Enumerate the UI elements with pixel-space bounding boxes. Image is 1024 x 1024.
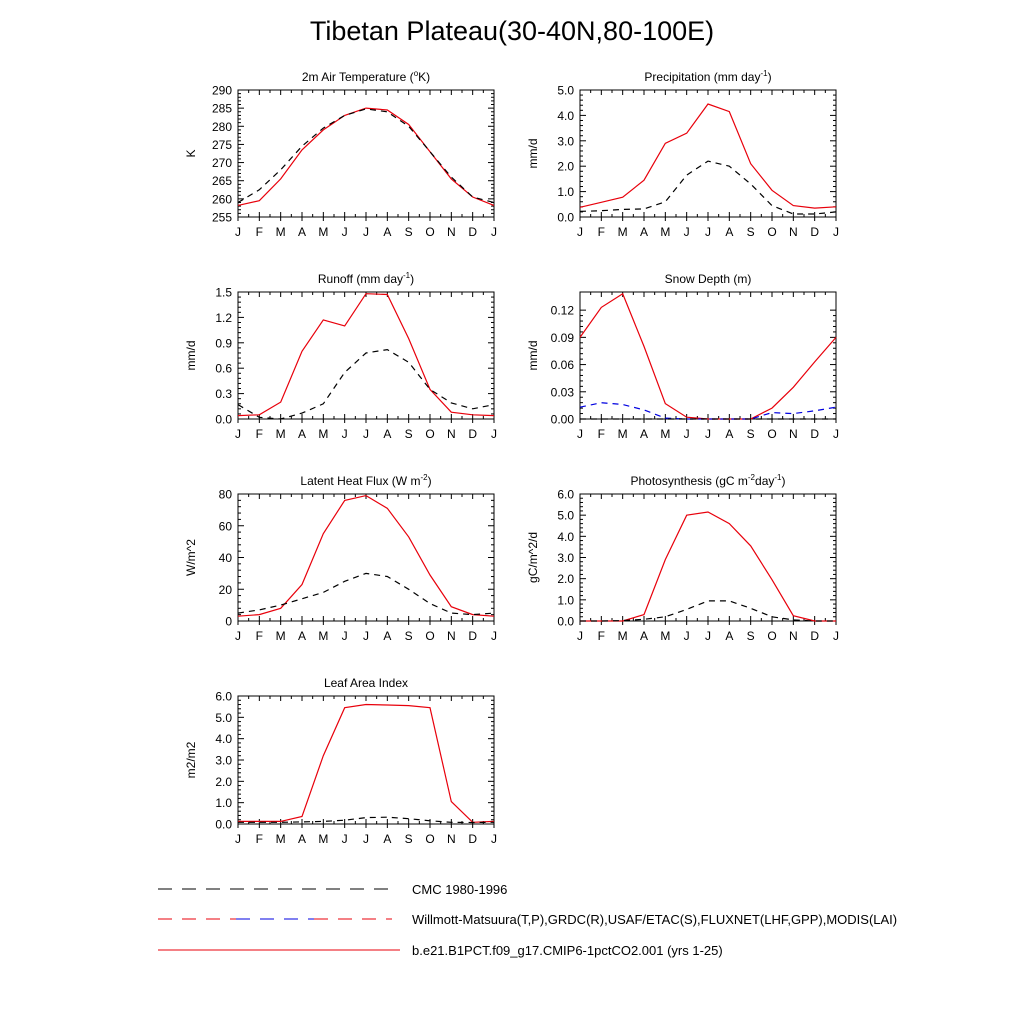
y-tick-label: 5.0 bbox=[215, 710, 232, 725]
y-axis-label: mm/d bbox=[526, 138, 540, 169]
y-tick-label: 2.0 bbox=[557, 159, 574, 174]
plot-frame bbox=[238, 494, 494, 621]
plot-frame bbox=[238, 90, 494, 217]
y-axis-label: m2/m2 bbox=[184, 741, 198, 779]
y-tick-label: 4.0 bbox=[557, 529, 574, 544]
x-tick-label: J bbox=[341, 629, 348, 643]
panel-title bbox=[644, 69, 771, 84]
x-tick-label: N bbox=[788, 225, 798, 239]
x-tick-label: D bbox=[468, 225, 478, 239]
x-tick-label: S bbox=[404, 832, 413, 846]
plot-frame bbox=[580, 494, 836, 621]
x-tick-label: M bbox=[275, 629, 286, 643]
x-tick-label: F bbox=[597, 629, 606, 643]
x-tick-label: N bbox=[446, 427, 456, 441]
panel-title bbox=[302, 69, 430, 84]
y-tick-label: 2.0 bbox=[215, 774, 232, 789]
y-axis-label: K bbox=[184, 149, 198, 158]
legend-label-obs: Willmott-Matsuura(T,P),GRDC(R),USAF/ETAC(S),FLUXNET(LHF,GPP),MODIS(LAI) bbox=[412, 912, 898, 927]
y-axis-label: W/m^2 bbox=[184, 539, 198, 576]
x-tick-label: A bbox=[639, 629, 649, 643]
legend-lines bbox=[158, 889, 400, 950]
x-tick-label: A bbox=[725, 427, 734, 441]
x-tick-label: S bbox=[404, 629, 413, 643]
x-tick-label: D bbox=[810, 427, 820, 441]
x-tick-label: S bbox=[404, 427, 413, 441]
x-tick-label: N bbox=[446, 225, 456, 239]
y-axis-label: mm/d bbox=[184, 340, 198, 371]
x-tick-label: D bbox=[468, 427, 478, 441]
y-tick-label: 0.03 bbox=[550, 385, 574, 400]
x-tick-label: M bbox=[275, 225, 286, 239]
x-tick-label: O bbox=[767, 629, 777, 643]
x-tick-label: A bbox=[297, 629, 307, 643]
series-line-model bbox=[238, 496, 494, 617]
y-tick-label: 0.9 bbox=[215, 336, 232, 351]
x-tick-label: S bbox=[746, 629, 755, 643]
x-tick-label: A bbox=[639, 427, 649, 441]
title-segment: ) bbox=[781, 474, 786, 488]
series-line-model bbox=[580, 294, 836, 419]
title-segment: ) bbox=[410, 272, 415, 286]
x-tick-label: O bbox=[767, 225, 777, 239]
title-superscript: -1 bbox=[760, 69, 768, 78]
legend-label-model: b.e21.B1PCT.f09_g17.CMIP6-1pctCO2.001 (yrs 1-25) bbox=[412, 943, 723, 958]
x-tick-label: F bbox=[255, 832, 264, 846]
x-tick-label: J bbox=[683, 629, 690, 643]
x-tick-label: J bbox=[491, 225, 497, 239]
x-tick-label: F bbox=[255, 629, 264, 643]
y-tick-label: 1.2 bbox=[215, 310, 232, 325]
x-tick-label: J bbox=[577, 427, 583, 441]
x-tick-label: F bbox=[255, 427, 264, 441]
panel-title bbox=[324, 676, 408, 690]
panel-title bbox=[318, 271, 414, 286]
y-tick-label: 3.0 bbox=[557, 551, 574, 565]
x-tick-label: O bbox=[425, 832, 435, 846]
y-tick-label: 3.0 bbox=[557, 134, 574, 149]
y-tick-label: 40 bbox=[218, 551, 232, 565]
x-tick-label: A bbox=[383, 225, 392, 239]
panel-6 bbox=[184, 676, 497, 846]
y-tick-label: 5.0 bbox=[557, 83, 574, 98]
x-tick-label: M bbox=[617, 629, 628, 643]
y-tick-label: 2.0 bbox=[557, 572, 574, 587]
x-tick-label: J bbox=[491, 629, 497, 643]
y-tick-label: 260 bbox=[211, 192, 232, 207]
y-tick-label: 280 bbox=[211, 119, 232, 134]
legend-label-cmc: CMC 1980-1996 bbox=[412, 882, 508, 897]
y-tick-label: 5.0 bbox=[557, 508, 574, 523]
panel-title bbox=[300, 473, 431, 488]
plot-frame bbox=[580, 292, 836, 419]
y-tick-label: 3.0 bbox=[215, 753, 232, 768]
y-tick-label: 0.0 bbox=[557, 614, 574, 629]
x-tick-label: D bbox=[468, 832, 478, 846]
x-tick-label: J bbox=[235, 629, 241, 643]
x-tick-label: A bbox=[725, 629, 734, 643]
y-tick-label: 0.6 bbox=[215, 361, 232, 376]
y-tick-label: 275 bbox=[211, 137, 232, 152]
panel-title bbox=[665, 272, 752, 286]
series-line-cmc bbox=[238, 109, 494, 203]
x-tick-label: A bbox=[297, 832, 307, 846]
x-tick-label: A bbox=[639, 225, 649, 239]
title-segment: ) bbox=[767, 70, 772, 84]
x-tick-label: J bbox=[341, 225, 348, 239]
x-tick-label: F bbox=[255, 225, 264, 239]
x-tick-label: M bbox=[660, 427, 671, 441]
y-tick-label: 0.06 bbox=[550, 358, 574, 373]
y-tick-label: 1.0 bbox=[215, 796, 232, 811]
title-segment: Snow Depth (m) bbox=[664, 272, 752, 286]
x-tick-label: M bbox=[617, 225, 628, 239]
y-tick-label: 0.0 bbox=[557, 210, 574, 225]
x-tick-label: M bbox=[318, 427, 329, 441]
x-tick-label: J bbox=[833, 225, 839, 239]
y-tick-label: 0.12 bbox=[550, 303, 574, 318]
x-tick-label: J bbox=[577, 225, 583, 239]
y-tick-label: 60 bbox=[218, 519, 232, 534]
panel-1 bbox=[526, 69, 839, 239]
x-tick-label: J bbox=[683, 225, 690, 239]
x-tick-label: J bbox=[341, 427, 348, 441]
y-tick-label: 20 bbox=[218, 582, 232, 597]
plot-frame bbox=[238, 696, 494, 824]
title-segment: 2m Air Temperature ( bbox=[301, 70, 414, 84]
x-tick-label: S bbox=[746, 427, 755, 441]
x-tick-label: J bbox=[705, 427, 711, 441]
series-line-model bbox=[238, 294, 494, 416]
y-axis-label: gC/m^2/d bbox=[526, 532, 540, 583]
title-segment: Photosynthesis (gC m bbox=[630, 474, 748, 488]
y-tick-label: 1.0 bbox=[557, 593, 574, 608]
y-tick-label: 0.09 bbox=[550, 330, 574, 345]
y-tick-label: 6.0 bbox=[557, 487, 574, 502]
x-tick-label: J bbox=[577, 629, 583, 643]
y-tick-label: 1.0 bbox=[557, 185, 574, 200]
panel-3 bbox=[526, 272, 839, 441]
x-tick-label: M bbox=[275, 427, 286, 441]
title-superscript: o bbox=[413, 69, 419, 78]
x-tick-label: J bbox=[491, 427, 497, 441]
x-tick-label: A bbox=[383, 427, 392, 441]
x-tick-label: M bbox=[318, 629, 329, 643]
figure-title: Tibetan Plateau(30-40N,80-100E) bbox=[309, 16, 715, 46]
x-tick-label: A bbox=[297, 225, 307, 239]
plot-frame bbox=[238, 292, 494, 419]
x-tick-label: M bbox=[660, 629, 671, 643]
panel-2 bbox=[184, 271, 497, 441]
y-tick-label: 290 bbox=[211, 83, 232, 98]
x-tick-label: J bbox=[363, 225, 369, 239]
series-line-model bbox=[238, 108, 494, 205]
x-tick-label: J bbox=[833, 629, 839, 643]
x-tick-label: O bbox=[425, 427, 435, 441]
y-tick-label: 270 bbox=[211, 156, 232, 171]
x-tick-label: M bbox=[617, 427, 628, 441]
panel-4 bbox=[184, 473, 497, 643]
title-segment: Leaf Area Index bbox=[323, 676, 409, 690]
y-tick-label: 1.5 bbox=[215, 285, 232, 300]
x-tick-label: A bbox=[725, 225, 734, 239]
x-tick-label: M bbox=[318, 832, 329, 846]
panel-5 bbox=[526, 473, 839, 643]
series-line-model bbox=[580, 104, 836, 208]
y-tick-label: 4.0 bbox=[215, 732, 232, 747]
series-line-model bbox=[580, 512, 836, 621]
x-tick-label: J bbox=[235, 225, 241, 239]
x-tick-label: D bbox=[468, 629, 478, 643]
x-tick-label: A bbox=[383, 629, 392, 643]
x-tick-label: J bbox=[683, 427, 690, 441]
x-tick-label: O bbox=[767, 427, 777, 441]
x-tick-label: N bbox=[788, 427, 798, 441]
title-segment: Precipitation (mm day bbox=[644, 70, 761, 84]
y-tick-label: 4.0 bbox=[557, 108, 574, 123]
title-superscript: -2 bbox=[747, 473, 756, 482]
panel-title bbox=[631, 473, 786, 488]
x-tick-label: F bbox=[597, 225, 606, 239]
x-tick-label: N bbox=[446, 629, 456, 643]
x-tick-label: J bbox=[363, 427, 369, 441]
x-tick-label: J bbox=[705, 225, 711, 239]
title-segment: Latent Heat Flux (W m bbox=[300, 474, 421, 488]
x-tick-label: O bbox=[425, 225, 435, 239]
y-tick-label: 0.00 bbox=[550, 412, 574, 427]
y-tick-label: 0.3 bbox=[215, 387, 232, 402]
x-tick-label: J bbox=[341, 832, 348, 846]
x-tick-label: J bbox=[833, 427, 839, 441]
y-tick-label: 265 bbox=[211, 174, 232, 189]
x-tick-label: S bbox=[404, 225, 413, 239]
x-tick-label: M bbox=[318, 225, 329, 239]
title-segment: day bbox=[755, 474, 775, 488]
y-tick-label: 0.0 bbox=[215, 817, 232, 832]
x-tick-label: J bbox=[235, 427, 241, 441]
series-line-model bbox=[238, 705, 494, 823]
title-segment: K) bbox=[418, 70, 431, 84]
x-tick-label: J bbox=[235, 832, 241, 846]
x-tick-label: A bbox=[297, 427, 307, 441]
x-tick-label: A bbox=[383, 832, 392, 846]
x-tick-label: D bbox=[810, 629, 820, 643]
y-tick-label: 255 bbox=[211, 210, 232, 225]
x-tick-label: J bbox=[705, 629, 711, 643]
x-tick-label: N bbox=[788, 629, 798, 643]
y-tick-label: 0 bbox=[225, 614, 232, 629]
panel-0 bbox=[184, 69, 497, 239]
y-tick-label: 6.0 bbox=[215, 689, 232, 704]
x-tick-label: J bbox=[491, 832, 497, 846]
title-superscript: -2 bbox=[420, 473, 428, 482]
y-tick-label: 0.0 bbox=[215, 412, 232, 427]
x-tick-label: M bbox=[660, 225, 671, 239]
y-tick-label: 80 bbox=[218, 487, 232, 502]
y-tick-label: 285 bbox=[211, 101, 232, 116]
y-axis-label: mm/d bbox=[526, 340, 540, 371]
x-tick-label: J bbox=[363, 629, 369, 643]
title-segment: ) bbox=[427, 474, 432, 488]
x-tick-label: S bbox=[746, 225, 755, 239]
x-tick-label: O bbox=[425, 629, 435, 643]
x-tick-label: M bbox=[275, 832, 286, 846]
title-superscript: -1 bbox=[403, 271, 411, 280]
x-tick-label: F bbox=[597, 427, 606, 441]
title-segment: Runoff (mm day bbox=[317, 272, 404, 286]
title-superscript: -1 bbox=[774, 473, 782, 482]
x-tick-label: D bbox=[810, 225, 820, 239]
series-line-cmc bbox=[238, 350, 494, 419]
x-tick-label: J bbox=[363, 832, 369, 846]
x-tick-label: N bbox=[446, 832, 456, 846]
